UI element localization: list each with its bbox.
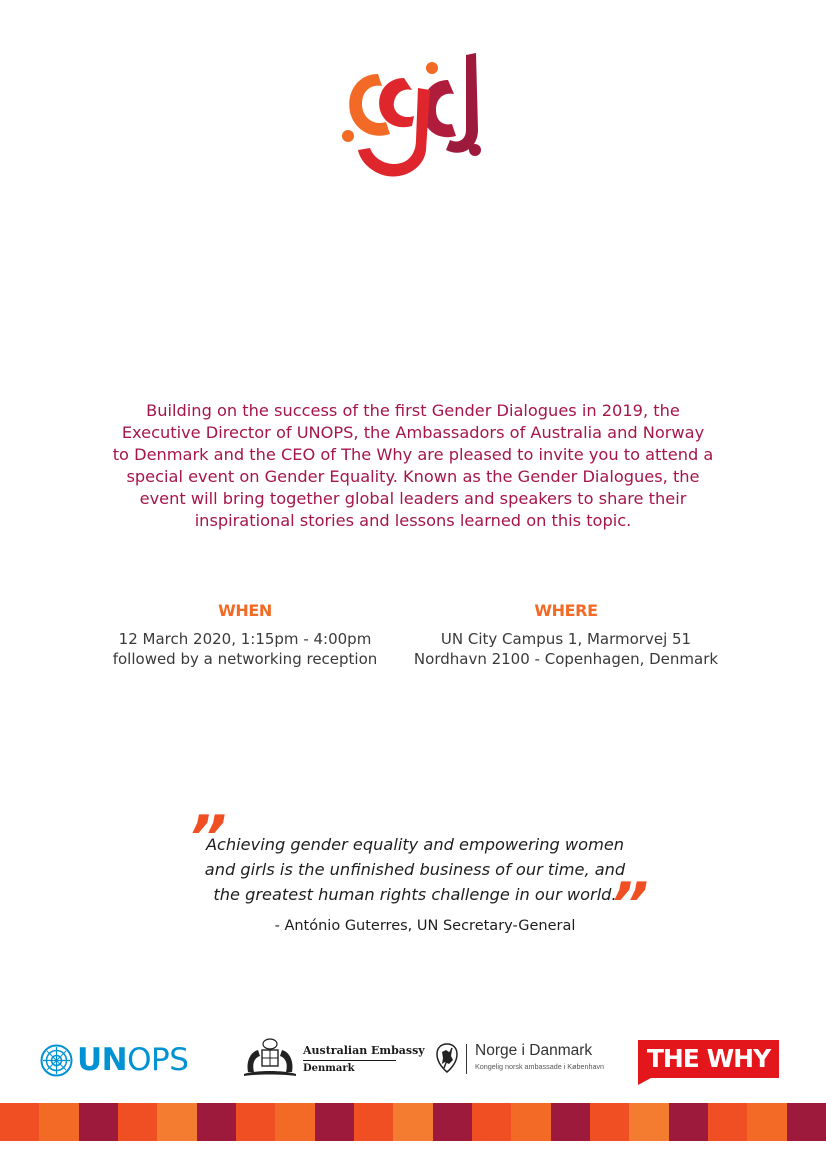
where-city: Nordhavn 2100 - Copenhagen, Denmark <box>413 650 719 668</box>
intro-paragraph <box>100 400 726 532</box>
australian-embassy-rule <box>303 1060 396 1061</box>
unops-wordmark <box>77 1042 188 1078</box>
stripe-segment <box>590 1103 629 1141</box>
where-heading: WHERE <box>534 601 598 620</box>
where-address: UN City Campus 1, Marmorvej 51 <box>440 630 692 648</box>
intro-line: Building on the success of the first Gender Dialogues in 2019, the <box>146 401 680 420</box>
stripe-segment <box>669 1103 708 1141</box>
quote-close-mark: ” <box>610 870 643 940</box>
quote-text <box>190 832 640 907</box>
stripe-segment <box>118 1103 157 1141</box>
intro-line: event will bring together global leaders and speakers to share their <box>139 489 687 508</box>
intro-line: to Denmark and the CEO of The Why are pleased to invite you to attend a <box>112 445 714 464</box>
stripe-segment <box>511 1103 550 1141</box>
stripe-segment <box>747 1103 786 1141</box>
australian-embassy-country: Denmark <box>303 1063 355 1074</box>
un-emblem-icon <box>40 1044 73 1077</box>
when-date: 12 March 2020, 1:15pm - 4:00pm <box>118 630 372 648</box>
quote-line: the greatest human rights challenge in our world. <box>213 885 617 904</box>
stripe-segment <box>197 1103 236 1141</box>
stripe-segment <box>787 1103 826 1141</box>
unops-logo <box>40 1040 188 1080</box>
australian-coat-of-arms-icon <box>240 1034 300 1078</box>
stripe-segment <box>275 1103 314 1141</box>
stripe-segment <box>551 1103 590 1141</box>
intro-line: special event on Gender Equality. Known as the Gender Dialogues, the <box>126 467 700 486</box>
stripe-segment <box>39 1103 78 1141</box>
stripe-segment <box>472 1103 511 1141</box>
australian-embassy-label: Australian Embassy <box>303 1044 425 1057</box>
stripe-segment <box>393 1103 432 1141</box>
when-heading: WHEN <box>218 601 272 620</box>
bottom-color-stripe <box>0 1103 826 1141</box>
gender-dialogues-logo <box>340 50 485 182</box>
quote-open-mark: ” <box>188 803 221 873</box>
where-section <box>400 601 732 669</box>
quote-line: and girls is the unfinished business of our time, and <box>204 860 626 879</box>
quote-author: - António Guterres, UN Secretary-General <box>274 918 576 934</box>
stripe-segment <box>354 1103 393 1141</box>
intro-line: Executive Director of UNOPS, the Ambassadors of Australia and Norway <box>121 423 705 442</box>
norway-subtitle: Kongelig norsk ambassade i København <box>475 1062 605 1071</box>
stripe-segment <box>708 1103 747 1141</box>
norway-title: Norge i Danmark <box>475 1042 593 1059</box>
quote-line: Achieving gender equality and empowering women <box>205 835 625 854</box>
norway-lion-icon <box>434 1042 460 1074</box>
when-reception: followed by a networking reception <box>112 650 378 668</box>
unops-ops: OPS <box>127 1042 189 1078</box>
when-section <box>95 601 395 669</box>
thewhy-logo-text: THE WHY <box>646 1044 771 1073</box>
intro-line: inspirational stories and lessons learned on this topic. <box>194 511 632 530</box>
stripe-segment <box>236 1103 275 1141</box>
stripe-segment <box>315 1103 354 1141</box>
stripe-segment <box>157 1103 196 1141</box>
stripe-segment <box>433 1103 472 1141</box>
stripe-segment <box>629 1103 668 1141</box>
stripe-segment <box>0 1103 39 1141</box>
stripe-segment <box>79 1103 118 1141</box>
norway-divider <box>466 1044 467 1074</box>
thewhy-logo-tail <box>638 1078 651 1085</box>
unops-un: UN <box>77 1042 128 1078</box>
